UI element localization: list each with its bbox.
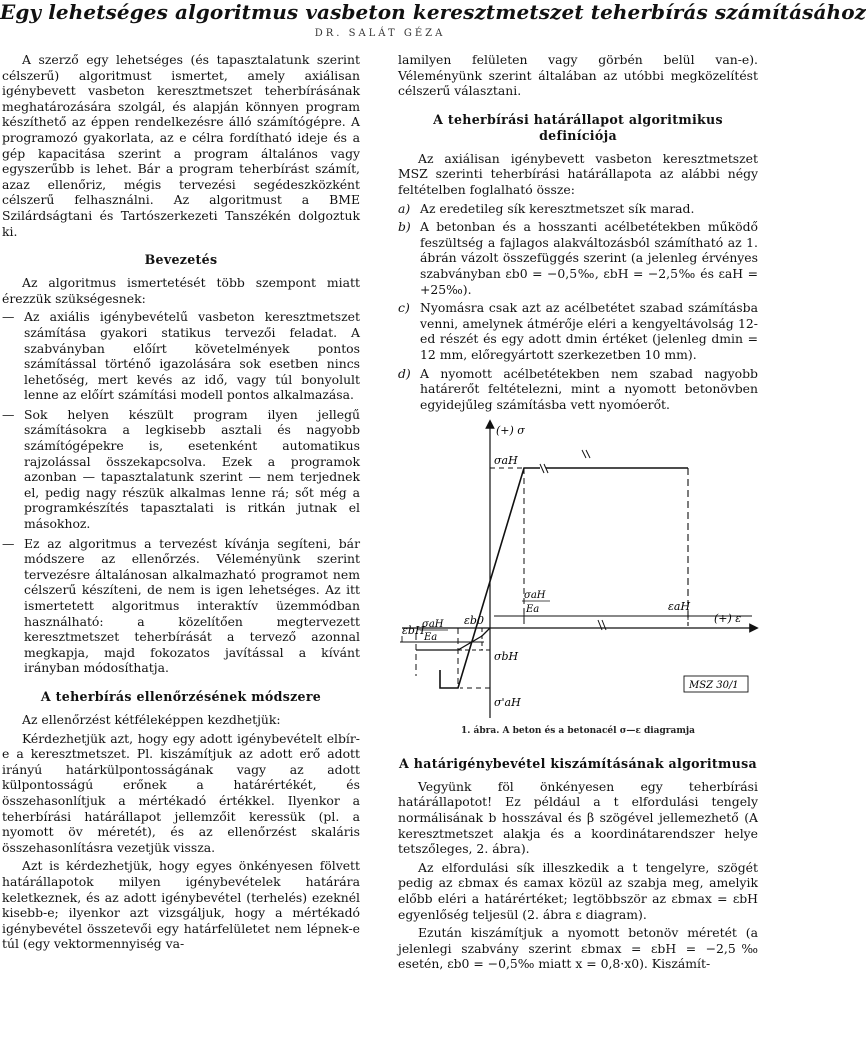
list-marker: a) — [398, 200, 411, 216]
paragraph: Az elfordulási sík illeszkedik a t tengelyre, szögét pedig az εbmax és εamax közül az szabja meg, amelyik előbb eléri a határértéket; legtöbbször az εbmax = εbH egyenlőség teljesül (2. ábra ε diagram). — [398, 859, 758, 922]
section-heading: Bevezetés — [144, 252, 218, 268]
bullet-item: — Az axiális igénybevételű vasbeton keresztmetszet számítása gyakori statikus tervezői feladat. A szabványban előírt követelmények pontos számítással történő igazolására sok esetben nincs lehetőség, mert kevés az idő, vagy túl bonyolult lenne az előírt számítási modell pontos alkalmazása. — [2, 309, 360, 403]
paragraph: Az algoritmus ismertetését több szempont miatt érezzük szükségesnek: — [2, 275, 360, 306]
section-heading: A teherbírási határállapot algoritmikus definíciója — [433, 111, 723, 143]
frac-right-den: Ea — [526, 604, 540, 616]
frac-left-den: Ea — [424, 632, 438, 644]
stress-strain-figure — [398, 420, 758, 722]
label-sigma-aH-neg: σ'aH — [494, 696, 521, 710]
paragraph: Azt is kérdezhetjük, hogy egyes önkényesen fölvett határállapotok milyen igénybevételek határára keletkeznek, és az adott igénybevétel (terhelés) ezeknél kisebb-e; ilyenkor azt vizsgáljuk, hogy a mértékadó igénybevétel összetevői egy határfelületet nem lépnek-e túl (egy vektormennyiség va- — [2, 858, 360, 952]
right-column — [398, 52, 758, 975]
left-column — [2, 52, 360, 955]
label-eps-aH: εaH — [668, 600, 691, 614]
paragraph: Az ellenőrzést kétféleképpen kezdhetjük: — [22, 711, 281, 727]
section-heading: A határigénybevétel kiszámításának algoritmusa — [399, 755, 757, 771]
paragraph: Kérdezhetjük azt, hogy egy adott igénybevételt elbír-e a keresztmetszet. Pl. kiszámítjuk az adott erő adott irányú határkülpontosságának vagy az adott külpontosságú erőnek a határértékét, és összehasonlítjuk a mértékadó értékkel. Ilyenkor a teherbírási határállapot jellemzőit keressük (pl. a nyomott öv méretét), és az ellenőrzést skaláris összehasonlításra vezetjük vissza. — [2, 730, 360, 855]
list-item — [398, 219, 758, 297]
paragraph: Vegyünk föl önkényesen egy teherbírási határállapotot! Ez például a t elfordulási tengely normálisának b hosszával és β szögével jellemezhető (A keresztmetszet alakja és a koordinátarendszer helye tetszőleges, 2. ábra). — [398, 778, 758, 857]
paragraph: A szerző egy lehetséges (és tapasztalatunk szerint célszerű) algoritmust ismertet, amely axiálisan igénybevett vasbeton keresztmetszet teherbírásának meghatározására szolgál, és alapján könnyen program készíthető az éppen rendelkezésre álló számítógépre. A programozó gyakorlata, az e célra fordítható ideje és a gép kapacitása szerint a program általános vagy egyszerűbb is lehet. Bár a program teherbírást számít, azaz ellenőriz, mégis tervezési segédeszközként célszerű felhasználni. Az algoritmust a BME Szilárdságtani és Tartószerkezeti Tanszékén dolgoztuk ki. — [2, 52, 360, 239]
epsilon-axis-label: (+) ε — [714, 612, 742, 626]
figure-caption: 1. ábra. A beton és a betonacél σ—ε diagramja — [461, 726, 695, 737]
stamp-label: MSZ 30/1 — [689, 680, 739, 692]
list-marker: d) — [398, 365, 411, 381]
stress-strain-diagram — [398, 420, 758, 722]
frac-left-num: σaH — [422, 619, 444, 631]
list-text: Az eredetileg sík keresztmetszet sík marad. — [420, 200, 695, 216]
list-text: Nyomásra csak azt az acélbetétet szabad számításba venni, amelynek átmérője eléri a kengyeltávolság 12-ed részét és egy adott dmin értéket (jelenleg dmin = 12 mm, előregyártott szerkezetben 10 mm). — [420, 300, 758, 362]
sigma-axis-label: (+) σ — [496, 424, 525, 438]
label-eps-bH: εbH — [402, 624, 425, 638]
author: DR. SALÁT GÉZA — [314, 28, 446, 39]
frac-right-num: σaH — [524, 590, 546, 602]
list-item — [398, 366, 758, 413]
paragraph: Az axiálisan igénybevett vasbeton keresztmetszet MSZ szerinti teherbírási határállapota az alábbi négy feltételben foglalható össze: — [398, 150, 758, 197]
paragraph: Ezután kiszámítjuk a nyomott betonöv méretét (a jelenlegi szabvány szerint εbmax = εbH = −2,5‰ esetén, εb0 = −0,5‰ miatt x = 0,8·x0). Kiszámít- — [398, 925, 758, 972]
list-text: A betonban és a hosszanti acélbetétekben működő feszültség a fajlagos alakváltozásból számítható az 1. ábrán vázolt összefüggés szerint (a jelenleg érvényes szabványban εb0 = −0,5‰, εbH = −2,5‰ és εaH = +25‰). — [420, 219, 758, 297]
list-text: A nyomott acélbetétekben nem szabad nagyobb határerőt feltételezni, mint a nyomott betonövben egyidejűleg számításba vett nyomóerőt. — [420, 365, 758, 412]
label-sigma-aH: σaH — [494, 454, 518, 468]
bullet-item: — Ez az algoritmus a tervezést kívánja segíteni, bár módszere az ellenőrzés. Véleményünk szerint tervezésre általánosan alkalmazható programot nem célszerű készíteni, de nem is igen lehetséges. Az itt ismertetett algoritmus interaktív üzemmódban használható: a közelítően megtervezett keresztmetszet teherbírását a tervező azonnal megkapja, majd fokozatos javítással a kívánt irányban módosíthatja. — [2, 536, 360, 676]
label-sigma-bH: σbH — [494, 650, 519, 664]
section-heading: A teherbírás ellenőrzésének módszere — [40, 688, 322, 704]
list-item — [398, 300, 758, 362]
list-item — [398, 201, 758, 217]
paragraph: lamilyen felületen vagy görbén belül van-e). Véleményünk szerint általában az utóbbi megközelítést célszerű választani. — [398, 52, 758, 99]
bullet-item: — Sok helyen készült program ilyen jellegű számításokra a legkisebb asztali és nagyobb számítógépekre is, esetenként automatikus rajzolással összekapcsolva. Ezek a programok azonban — tapasztalatunk szerint — nem terjednek el, pedig nagy részük alkalmas lenne rá; sőt még a programkészítés tapasztalati is ritkán jutnak el másokhoz. — [2, 407, 360, 532]
page-title: Egy lehetséges algoritmus vasbeton keresztmetszet teherbírás számításához — [0, 0, 866, 24]
list-marker: c) — [398, 300, 410, 316]
label-eps-b0: εb0 — [464, 614, 484, 628]
list-marker: b) — [398, 219, 411, 235]
